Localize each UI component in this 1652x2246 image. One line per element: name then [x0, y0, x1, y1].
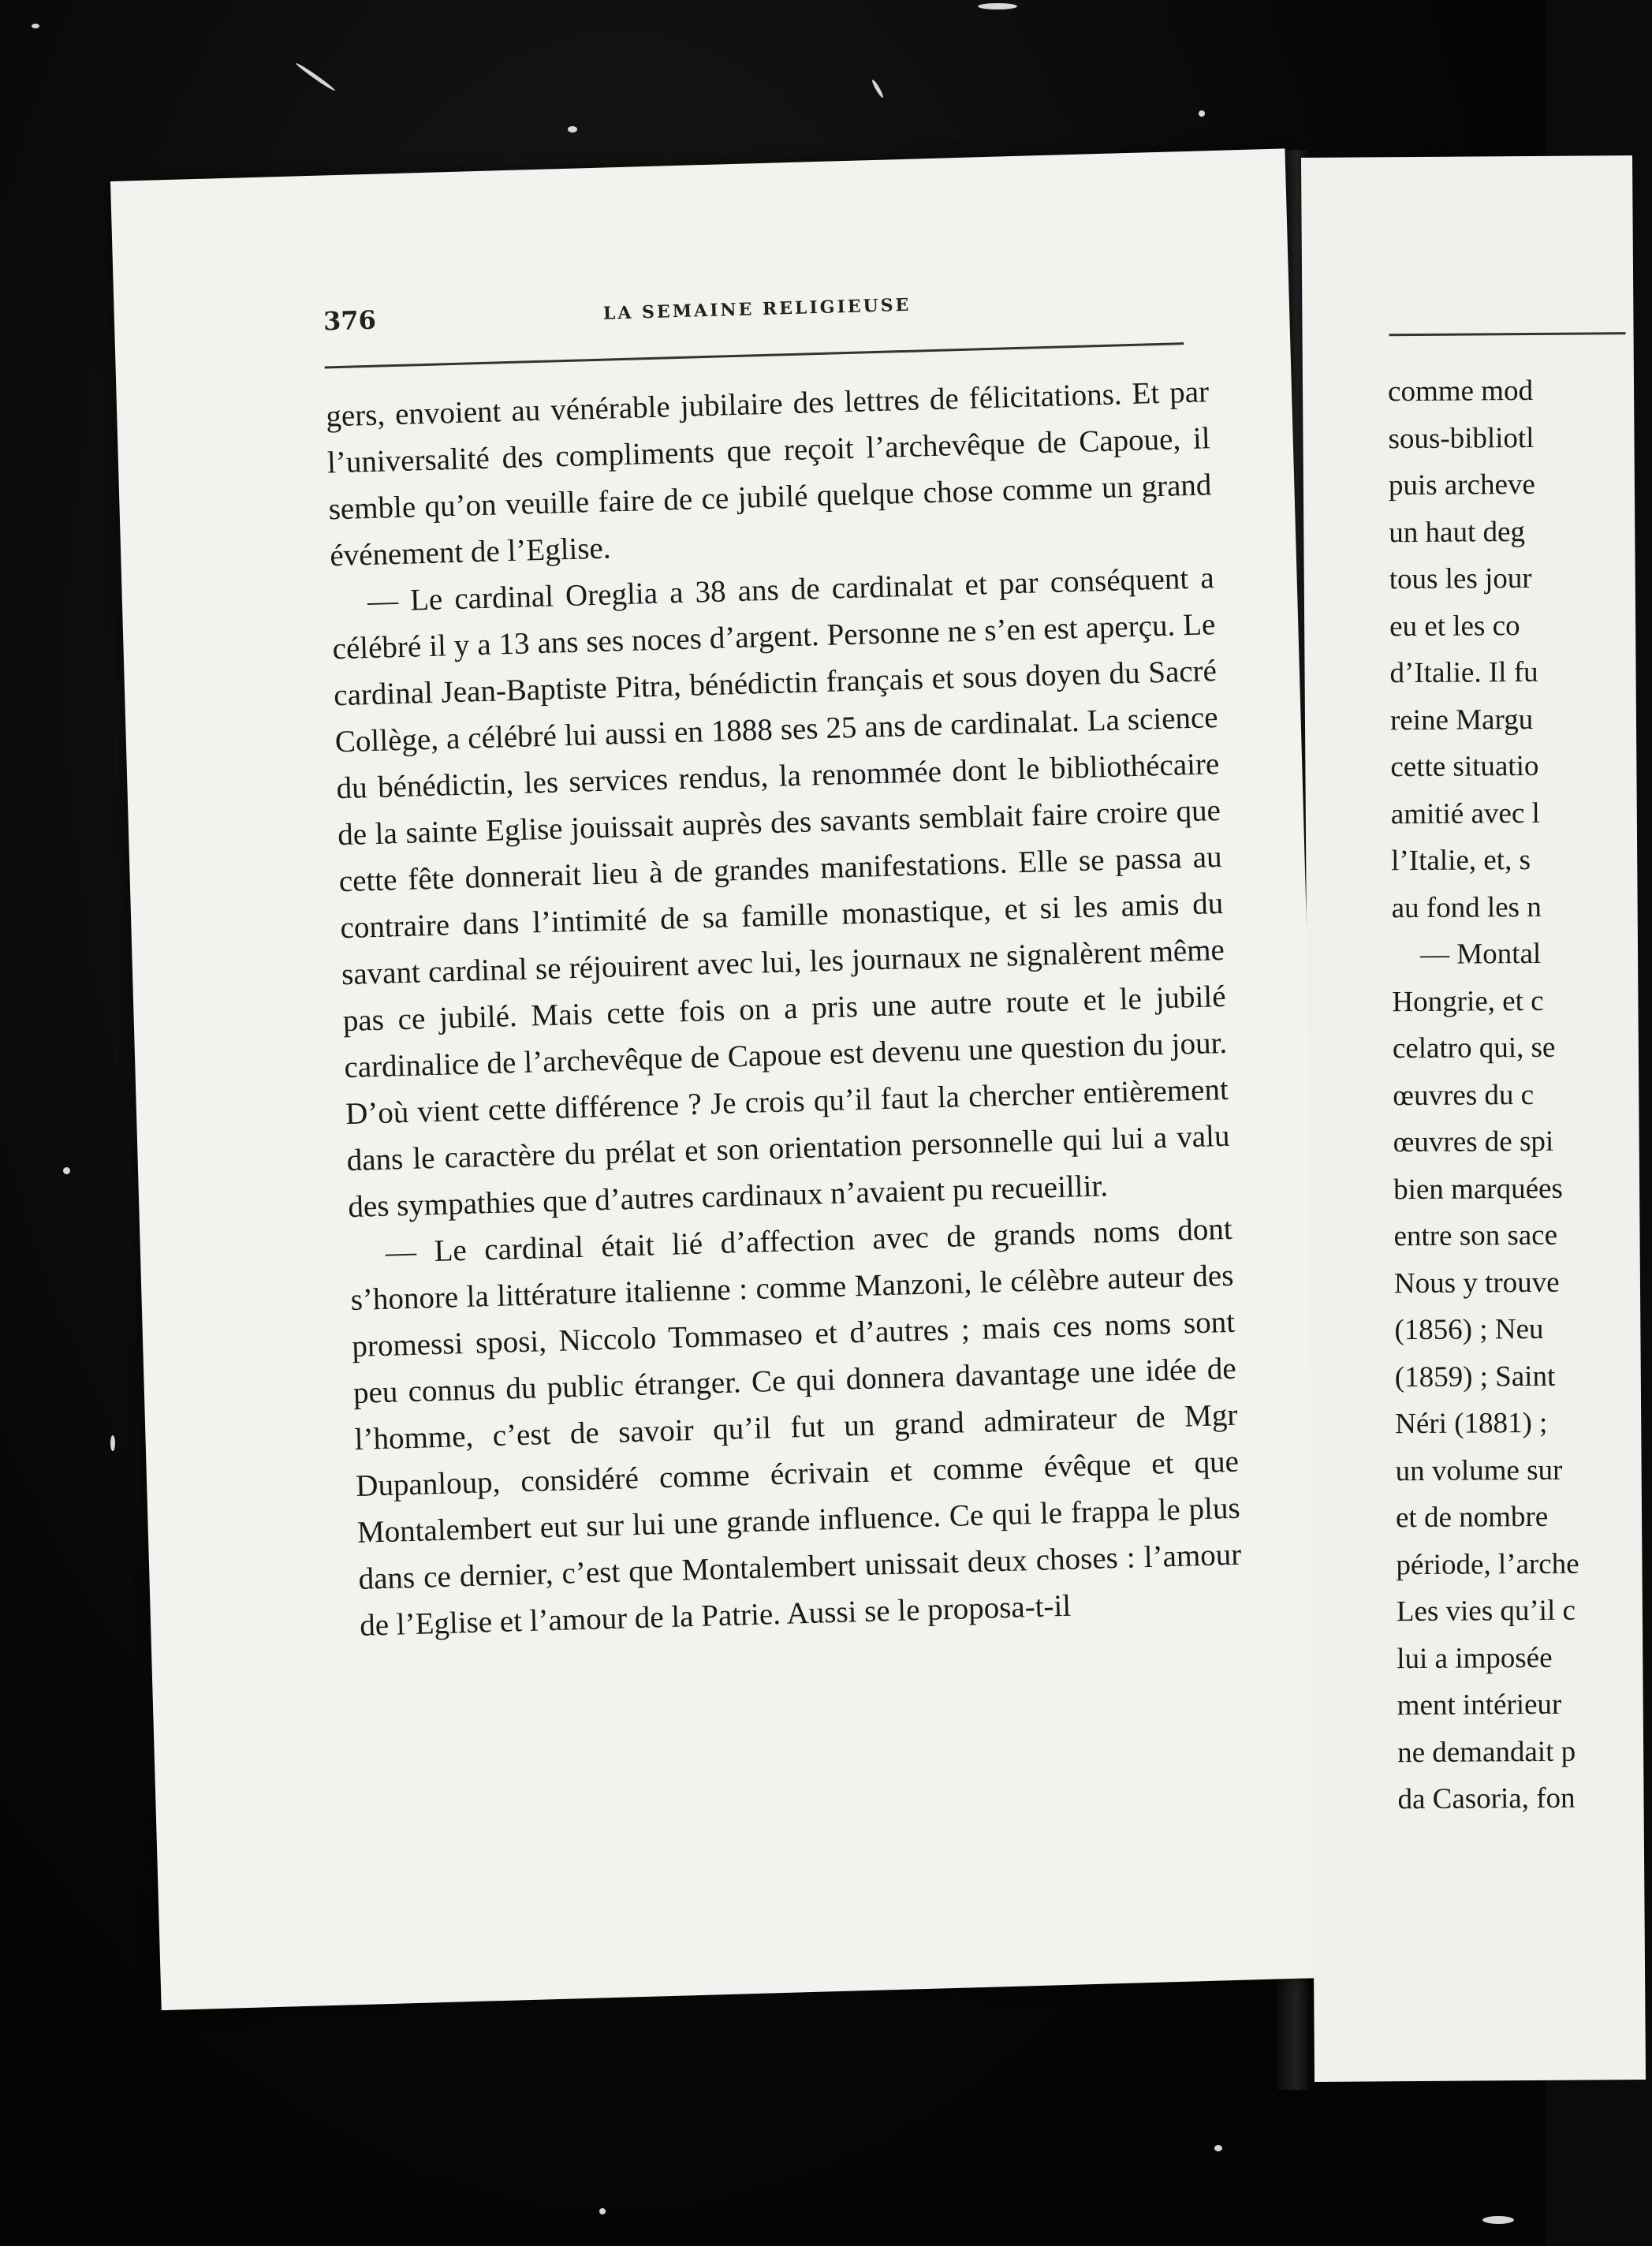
text-line: celatro qui, se — [1392, 1031, 1556, 1065]
dust-speck — [32, 24, 39, 28]
text-line: puis archeve — [1388, 468, 1535, 502]
text-line: (1859) ; Saint — [1394, 1360, 1556, 1393]
text-line: ment intérieur — [1397, 1688, 1562, 1722]
text-line: cette situatio — [1390, 749, 1539, 784]
page-number: 376 — [323, 304, 377, 337]
dust-speck — [1482, 2216, 1514, 2224]
text-line: da Casoria, fon — [1397, 1782, 1576, 1816]
text-line: comme mod — [1387, 374, 1534, 409]
dust-speck — [978, 3, 1017, 9]
right-page-text — [1388, 367, 1650, 1823]
text-line: au fond les n — [1391, 890, 1542, 924]
text-line: reine Margu — [1389, 703, 1534, 737]
text-line: lui a imposée — [1397, 1641, 1553, 1675]
text-line: eu et les co — [1389, 609, 1520, 643]
text-line: un volume sur — [1395, 1453, 1563, 1487]
text-line: tous les jour — [1389, 562, 1532, 596]
page-header — [323, 282, 1184, 353]
text-line: d’Italie. Il fu — [1389, 655, 1538, 690]
dust-speck — [1199, 110, 1205, 117]
text-line: Nous y trouve — [1393, 1266, 1560, 1300]
text-line: sous-bibliotl — [1388, 421, 1535, 455]
dust-speck — [871, 79, 884, 99]
header-rule — [325, 342, 1184, 368]
header-rule — [1389, 332, 1626, 336]
text-line: un haut deg — [1389, 515, 1526, 549]
left-page — [110, 148, 1336, 2010]
text-line: (1856) ; Neu — [1394, 1312, 1544, 1347]
text-line: — Montal — [1419, 937, 1542, 971]
dust-speck — [295, 62, 336, 92]
dust-speck — [110, 1435, 115, 1451]
text-line: bien marquées — [1393, 1172, 1564, 1206]
body-text — [326, 368, 1244, 1649]
text-line: et de nombre — [1395, 1500, 1549, 1535]
running-title: LA SEMAINE RELIGIEUSE — [602, 294, 912, 324]
text-line: entre son sace — [1393, 1218, 1558, 1253]
text-line: Hongrie, et c — [1392, 984, 1544, 1018]
paragraph: gers, envoient au vénérable jubilaire des lettres de félicitations. Et par l’universalité des compliments que reçoit l’archevêque de Capoue, il semble qu’on veuille faire de ce jubilé quelque chose comme un grand événement de l’Eglise. — [325, 375, 1212, 573]
text-line: œuvres de spi — [1393, 1125, 1554, 1159]
text-line: Néri (1881) ; — [1395, 1406, 1548, 1441]
dust-speck — [1214, 2145, 1222, 2151]
right-page — [1301, 155, 1646, 2082]
text-line: ne demandait p — [1397, 1735, 1576, 1769]
paragraph: — Le cardinal Oreglia a 38 ans de cardinalat et par conséquent a célébré il y a 13 ans ses noces d’argent. Personne ne s’en est aperçu. Le cardinal Jean-Baptiste Pitra, bénédictin français et sous doyen du Sacré Collège, a célébré lui aussi en 1888 ses 25 ans de cardinalat. La science du bénédictin, les services rendus, la renommée dont le bibliothécaire de la sainte Eglise jouissait auprès des savants semblait faire croire que cette fête donnerait lieu à de grandes manifestations. Elle se passa au contraire dans l’intimité de sa famille monastique, et si les amis du savant cardinal se réjouirent avec lui, les journaux ne signalèrent même pas ce jubilé. Mais cette fois on a pris une autre route et le jubilé cardinalice de l’archevêque de Capoue est devenu une question du jour. D’où vient cette différence ? Je crois qu’il faut la chercher entièrement dans le caractère du prélat et son orientation personnelle qui lui a valu des sympathies que d’autres cardinaux n’avaient pu recueillir. — [332, 561, 1230, 1225]
text-line: amitié avec l — [1390, 797, 1540, 830]
text-line: l’Italie, et, s — [1391, 843, 1531, 878]
text-line: période, l’arche — [1396, 1547, 1579, 1581]
paragraph: — Le cardinal était lié d’affection avec de grands noms dont s’honore la littérature italienne : comme Manzoni, le célèbre auteur des promessi sposi, Niccolo Tommaseo et d’autres ; mais ces noms sont peu connus du public étranger. Ce qui donnera davantage une idée de l’homme, c’est de savoir qu’il fut un grand admirateur de Mgr Dupanloup, considéré comme écrivain et comme évêque et que Montalembert eut sur lui une grande influence. Ce qui le frappa le plus dans ce dernier, c’est que Montalembert unissait deux choses : l’amour de l’Eglise et l’amour de la Patrie. Aussi se le proposa-t-il — [350, 1211, 1242, 1643]
dust-speck — [599, 2208, 606, 2214]
text-line: œuvres du c — [1393, 1078, 1535, 1112]
dust-speck — [568, 126, 577, 132]
text-line: Les vies qu’il c — [1396, 1594, 1576, 1629]
dust-speck — [63, 1167, 70, 1174]
